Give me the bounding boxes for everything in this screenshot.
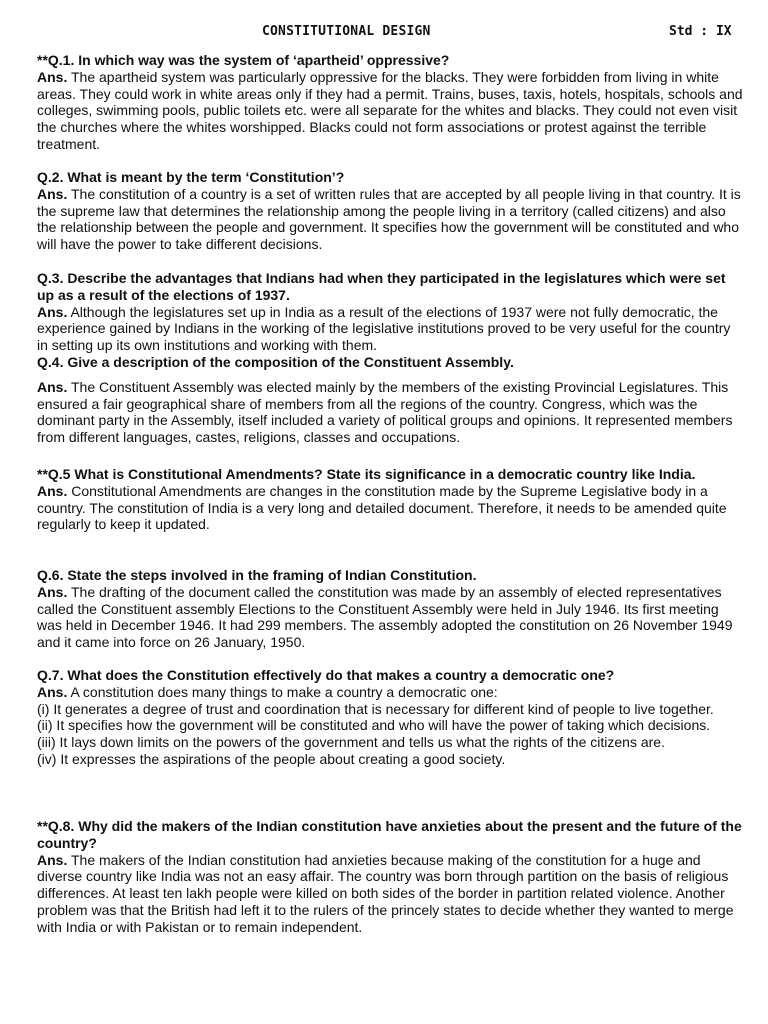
answer-label: Ans. (37, 683, 68, 700)
question-5: **Q.5 What is Constitutional Amendments? State its significance in a democratic country like India. (37, 466, 696, 482)
question-1: **Q.1. In which way was the system of ‘apartheid’ oppressive? (37, 52, 450, 68)
answer-text: The apartheid system was particularly oppressive for the blacks. They were forbidden from living in white areas. They could work in white areas only if they had a permit. Trains, buses, taxis, hotels, hospitals, schools and colleges, swimming pools, public toilets etc. were all separate for the whites and blacks. They could not even visit the churches where the whites worshipped. Blacks could not form associations or protest against the terrible treatment. (37, 68, 743, 152)
question-8: **Q.8. Why did the makers of the Indian constitution have anxieties about the present and the future of the country? (37, 818, 742, 851)
answer-5 (37, 483, 745, 533)
question-block-7 (37, 667, 745, 768)
answer-point-1: (i) It generates a degree of trust and coordination that is necessary for different kind of people to live together. (37, 700, 714, 717)
page-header (0, 24, 768, 42)
answer-text: A constitution does many things to make a country a democratic one: (67, 683, 498, 700)
question-4: Q.4. Give a description of the composition of the Constituent Assembly. (37, 354, 514, 370)
question-block-4 (37, 354, 745, 446)
answer-label: Ans. (37, 482, 68, 499)
answer-label: Ans. (37, 303, 68, 320)
question-6: Q.6. State the steps involved in the framing of Indian Constitution. (37, 567, 477, 583)
answer-label: Ans. (37, 185, 68, 202)
answer-point-2: (ii) It specifies how the government will be constituted and who will have the power of taking which decisions. (37, 717, 711, 734)
question-block-2 (37, 169, 745, 253)
answer-6 (37, 584, 745, 651)
question-block-3 (37, 270, 745, 354)
answer-point-3: (iii) It lays down limits on the powers of the government and tells us what the rights of the citizens are. (37, 734, 665, 751)
question-block-1 (37, 52, 745, 153)
answer-4 (37, 379, 745, 446)
standard-label: Std : IX (669, 24, 732, 39)
answer-8 (37, 852, 745, 936)
answer-label: Ans. (37, 583, 68, 600)
answer-3 (37, 304, 745, 354)
question-2: Q.2. What is meant by the term ‘Constitution’? (37, 169, 345, 185)
answer-7 (37, 684, 745, 701)
answer-point-4: (iv) It expresses the aspirations of the people about creating a good society. (37, 750, 506, 767)
question-block-6 (37, 567, 745, 651)
answer-1 (37, 69, 745, 153)
answer-text: The Constituent Assembly was elected mainly by the members of the existing Provincial Legislatures. This ensured a fair geographical share of members from all the regions of the country. Congress, which was the dominant party in the Assembly, itself included a variety of political groups and opinions. It represented members from different languages, castes, religions, classes and occupations. (37, 378, 733, 446)
answer-text: Constitutional Amendments are changes in the constitution made by the Supreme Legislative body in a country. The constitution of India is a very long and detailed document. Therefore, it needs to be amended quite regularly to keep it updated. (37, 482, 727, 533)
answer-label: Ans. (37, 851, 68, 868)
answer-label: Ans. (37, 378, 68, 395)
answer-text: Although the legislatures set up in India as a result of the elections of 1937 were not fully democratic, the experience gained by Indians in the working of the legislative institutions proved to be very useful for the country in setting up its own institutions and working with them. (37, 303, 731, 354)
answer-text: The drafting of the document called the constitution was made by an assembly of elected representatives called the Constituent assembly Elections to the Constituent Assembly were held in July 1946. Its first meeting was held in December 1946. It had 299 members. The assembly adopted the constitution on 26 November 1949 and it came into force on 26 January, 1950. (37, 583, 733, 651)
question-block-8 (37, 818, 745, 936)
question-3: Q.3. Describe the advantages that Indians had when they participated in the legislatures which were set up as a result of the elections of 1937. (37, 270, 726, 303)
answer-2 (37, 186, 745, 253)
answer-label: Ans. (37, 68, 68, 85)
answer-text: The makers of the Indian constitution had anxieties because making of the constitution for a huge and diverse country like India was not an easy affair. The country was born through partition on the basis of religious differences. At least ten lakh people were killed on both sides of the border in partition related violence. Another problem was that the British had left it to the rulers of the princely states to decide whether they wanted to merge with India or with Pakistan or to remain independent. (37, 851, 734, 935)
question-7: Q.7. What does the Constitution effectively do that makes a country a democratic one? (37, 667, 615, 683)
document-title: CONSTITUTIONAL DESIGN (262, 24, 431, 39)
question-block-5 (37, 466, 745, 533)
answer-text: The constitution of a country is a set of written rules that are accepted by all people living in that country. It is the supreme law that determines the relationship among the people living in a territory (called citizens) and also the relationship between the people and government. It specifies how the government will be constituted and who will have the power to take different decisions. (37, 185, 741, 253)
